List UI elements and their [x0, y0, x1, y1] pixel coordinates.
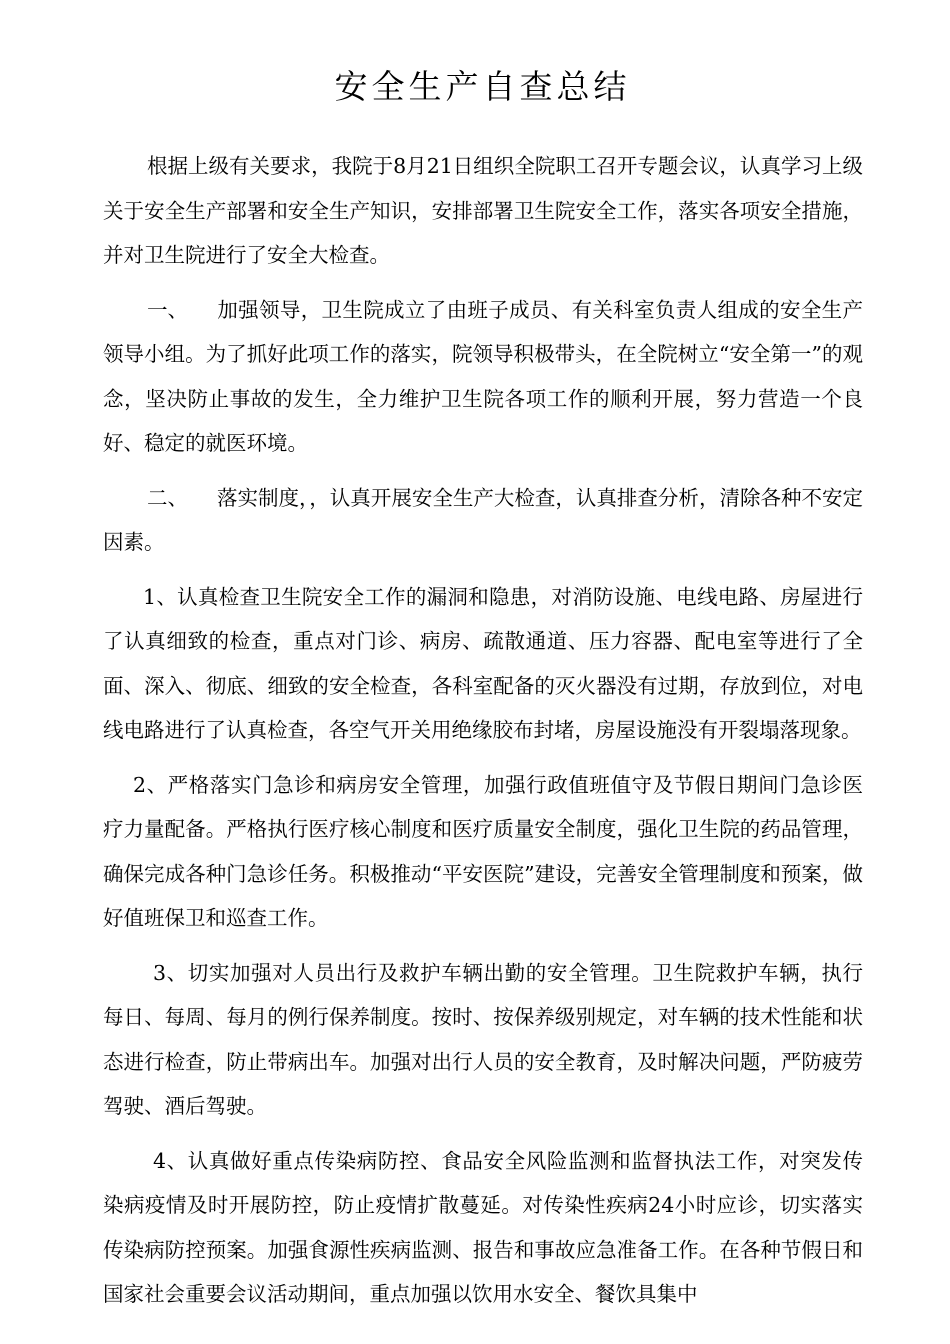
- section-2-number: 二、: [147, 485, 188, 510]
- section-2-text: 落实制度，，认真开展安全生产大检查，认真排查分析，清除各种不安定因素。: [103, 485, 863, 554]
- document-body: [103, 144, 863, 1327]
- document-title: 安全生产自查总结: [334, 67, 631, 106]
- item-3-paragraph: 3、切实加强对人员出行及救护车辆出勤的安全管理。卫生院救护车辆，执行每日、每周、每月的例行保养制度。按时、按保养级别规定，对车辆的技术性能和状态进行检查，防止带病出车。加强对出行人员的安全教育，及时解决问题，严防疲劳驾驶、酒后驾驶。: [103, 960, 863, 1118]
- item-1-paragraph: 1、认真检查卫生院安全工作的漏洞和隐患，对消防设施、电线电路、房屋进行了认真细致的检查，重点对门诊、病房、疏散通道、压力容器、配电室等进行了全面、深入、彻底、细致的安全检查，各科室配备的灭火器没有过期，存放到位，对电线电路进行了认真检查，各空气开关用绝缘胶布封堵，房屋设施没有开裂塌落现象。: [103, 584, 863, 742]
- section-1-number: 一、: [147, 297, 188, 322]
- section-1-text: 加强领导，卫生院成立了由班子成员、有关科室负责人组成的安全生产领导小组。为了抓好此项工作的落实，院领导积极带头，在全院树立“安全第一”的观念，坚决防止事故的发生，全力维护卫生院各项工作的顺利开展，努力营造一个良好、稳定的就医环境。: [103, 297, 863, 455]
- item-2-paragraph: 2、严格落实门急诊和病房安全管理，加强行政值班值守及节假日期间门急诊医疗力量配备。严格执行医疗核心制度和医疗质量安全制度，强化卫生院的药品管理，确保完成各种门急诊任务。积极推动“平安医院”建设，完善安全管理制度和预案，做好值班保卫和巡查工作。: [103, 772, 863, 930]
- item-4-paragraph: 4、认真做好重点传染病防控、食品安全风险监测和监督执法工作，对突发传染病疫情及时开展防控，防止疫情扩散蔓延。对传染性疾病24小时应诊，切实落实传染病防控预案。加强食源性疾病监测、报告和事故应急准备工作。在各种节假日和国家社会重要会议活动期间，重点加强以饮用水安全、餐饮具集中: [103, 1148, 863, 1306]
- intro-paragraph: 根据上级有关要求，我院于8月21日组织全院职工召开专题会议，认真学习上级关于安全生产部署和安全生产知识，安排部署卫生院安全工作，落实各项安全措施，并对卫生院进行了安全大检查。: [103, 154, 863, 267]
- section-2-paragraph: [103, 476, 863, 565]
- section-1-paragraph: [103, 288, 863, 466]
